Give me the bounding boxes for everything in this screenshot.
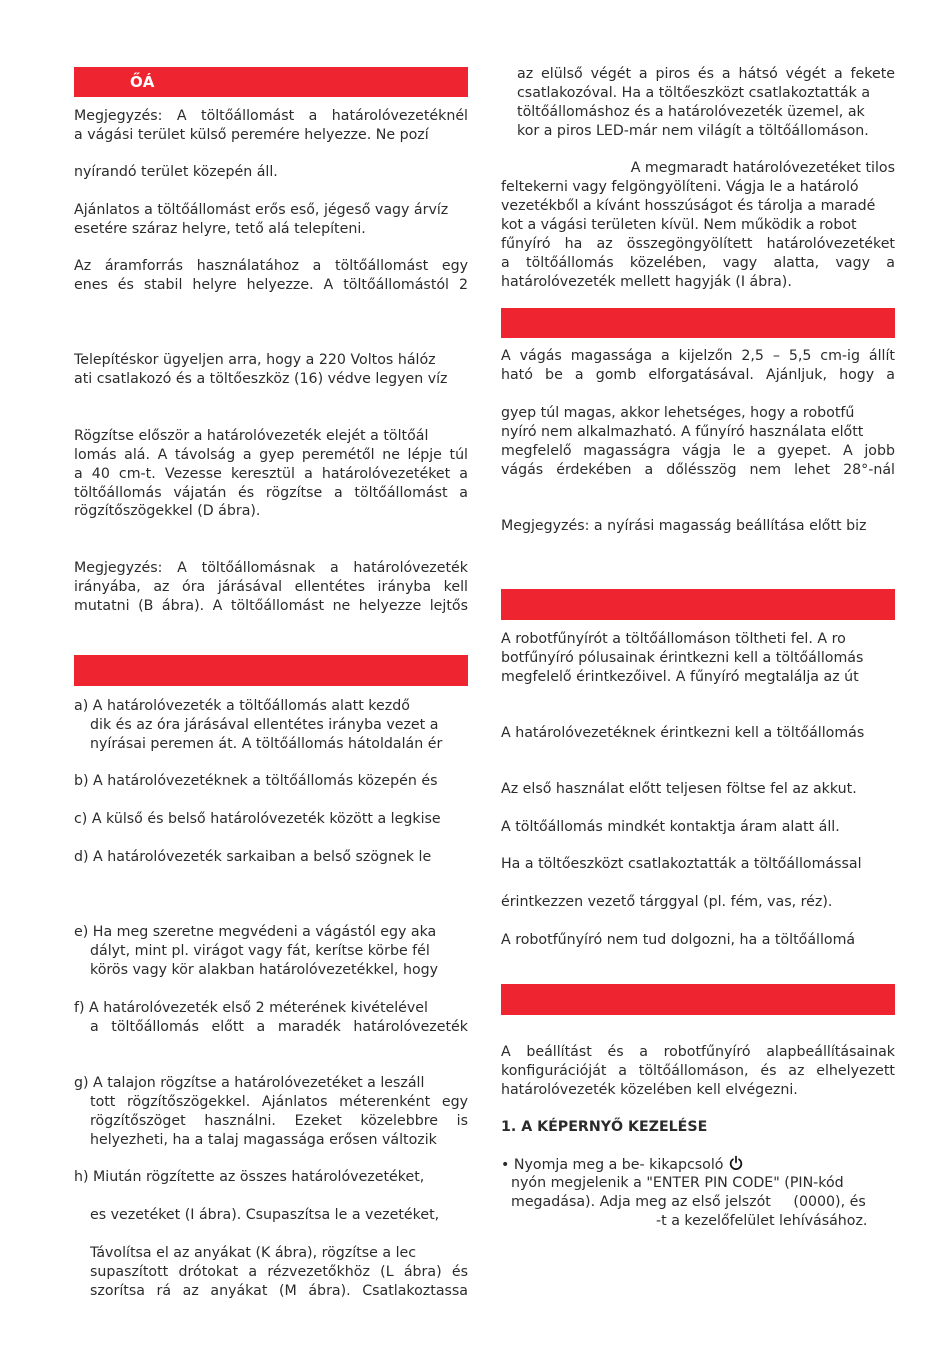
paragraph-line: A robotfűnyíró nem tud dolgozni, ha a töltőállomá (501, 932, 856, 948)
paragraph-line: mutatni (B ábra). A töltőállomást ne helyezze lejtős (74, 598, 468, 614)
paragraph-line: enes és stabil helyre helyezze. A töltőállomástól 2 (74, 277, 468, 293)
paragraph-line: vágás érdekében a dőlésszög nem lehet 28°-nál (501, 462, 895, 478)
bullet-item (501, 1155, 895, 1174)
paragraph-line: botfűnyíró pólusainak érintkezni kell a töltőállomás (501, 650, 864, 666)
list-item: a) A határolóvezeték a töltőállomás alatt kezdő (74, 698, 410, 714)
bullet-item-line: -t a kezelőfelület lehívásához. (656, 1213, 868, 1229)
paragraph-line: nyíró nem alkalmazható. A fűnyíró használata előtt (501, 424, 864, 440)
paragraph-line: Az első használat előtt teljesen föltse fel az akkut. (501, 781, 857, 797)
bullet-text: • Nyomja meg a be- kikapcsoló (501, 1157, 724, 1173)
section-header-bar (501, 984, 895, 1015)
paragraph-line: irányába, az óra járásával ellentétes irányba kell (74, 579, 468, 595)
section-header-title: ŐÁ (130, 73, 155, 91)
list-item: g) A talajon rögzítse a határolóvezetéket a leszáll (74, 1075, 425, 1091)
paragraph-line: A vágás magassága a kijelzőn 2,5 – 5,5 cm-ig állít (501, 348, 895, 364)
paragraph-line: megfelelő érintkezőivel. A fűnyíró megtalálja az út (501, 669, 859, 685)
section-heading: 1. A KÉPERNYŐ KEZELÉSE (501, 1119, 708, 1135)
list-item-line: supaszított drótokat a rézvezetőkhöz (L ábra) és (90, 1264, 468, 1280)
section-header-bar (74, 655, 468, 686)
paragraph-line: a töltőállomás közelében, vagy alatta, vagy a (501, 255, 895, 271)
section-header-bar (501, 589, 895, 620)
paragraph-line: A határolóvezetéknek érintkezni kell a töltőállomás (501, 725, 865, 741)
paragraph-line: ati csatlakozó és a töltőeszköz (16) védve legyen víz (74, 371, 448, 387)
list-item-line: szorítsa rá az anyákat (M ábra). Csatlakoztassa (90, 1283, 468, 1299)
paragraph-line: kor a piros LED-már nem világít a töltőállomáson. (517, 123, 869, 139)
paragraph-line: feltekerni vagy felgöngyölíteni. Vágja le a határoló (501, 179, 859, 195)
section-header-bar (74, 67, 468, 97)
list-item-line: Távolítsa el az anyákat (K ábra), rögzítse a lec (90, 1245, 417, 1261)
power-icon (728, 1155, 744, 1171)
bullet-item-line: megadása). Adja meg az első jelszót (0000), és (511, 1194, 866, 1210)
list-item-line: es vezetéket (I ábra). Csupaszítsa le a vezetéket, (90, 1207, 440, 1223)
list-item: c) A külső és belső határolóvezeték között a legkise (74, 811, 441, 827)
paragraph-line: Ha a töltőeszközt csatlakoztatták a töltőállomással (501, 856, 862, 872)
paragraph-line: Ajánlatos a töltőállomást erős eső, jégeső vagy árvíz (74, 202, 449, 218)
list-item-line: tott rögzítőszögekkel. Ajánlatos méterenként egy (90, 1094, 468, 1110)
paragraph-line: Megjegyzés: A töltőállomásnak a határolóvezeték (74, 560, 468, 576)
paragraph-line: a 40 cm-t. Vezesse keresztül a határolóvezetéket a (74, 466, 468, 482)
paragraph-line: a vágási terület külső peremére helyezze. Ne pozí (74, 127, 429, 143)
paragraph-line: A beállítást és a robotfűnyíró alapbeállításainak (501, 1044, 895, 1060)
paragraph-line: konfigurációját a töltőállomáson, és az elhelyezett (501, 1063, 895, 1079)
bullet-item-line: nyón megjelenik a "ENTER PIN CODE" (PIN-kód (511, 1175, 844, 1191)
paragraph-line: megfelelő magasságra vágja le a gyepet. A jobb (501, 443, 895, 459)
paragraph-line: gyep túl magas, akkor lehetséges, hogy a robotfű (501, 405, 855, 421)
paragraph-line: töltőállomáshoz és a határolóvezeték üzemel, ak (517, 104, 865, 120)
list-item-line: dik és az óra járásával ellentétes irányba vezet a (90, 717, 439, 733)
section-header-bar (501, 308, 895, 338)
list-item: h) Miután rögzítette az összes határolóvezetéket, (74, 1169, 425, 1185)
list-item-line: a töltőállomás előtt a maradék határolóvezeték (90, 1019, 468, 1035)
list-item-line: nyírásai peremen át. A töltőállomás hátoldalán ér (90, 736, 443, 752)
paragraph-line: nyírandó terület közepén áll. (74, 164, 278, 180)
list-item: f) A határolóvezeték első 2 méterének kivételével (74, 1000, 428, 1016)
paragraph-line: határolóvezeték mellett hagyják (I ábra). (501, 274, 792, 290)
paragraph-line: A megmaradt határolóvezetéket tilos (630, 160, 895, 176)
paragraph-line: vezetékből a kívánt hosszúságot és tárolja a maradé (501, 198, 876, 214)
paragraph-line: kot a vágási területen kívül. Nem működik a robot (501, 217, 857, 233)
paragraph-line: Telepítéskor ügyeljen arra, hogy a 220 Voltos hálóz (74, 352, 436, 368)
list-item-line: helyezheti, ha a talaj magassága erősen változik (90, 1132, 437, 1148)
paragraph-line: lomás alá. A távolság a gyep peremétől ne lépje túl (74, 447, 468, 463)
paragraph-line: Megjegyzés: a nyírási magasság beállítása előtt biz (501, 518, 867, 534)
paragraph-line: A robotfűnyírót a töltőállomáson töltheti fel. A ro (501, 631, 846, 647)
paragraph-line: az elülső végét a piros és a hátsó végét a fekete (517, 66, 895, 82)
paragraph-line: fűnyíró ha az összegöngyölített határolóvezetéket (501, 236, 895, 252)
paragraph-line: érintkezzen vezető tárggyal (pl. fém, vas, réz). (501, 894, 833, 910)
paragraph-line: rögzítőszögekkel (D ábra). (74, 503, 261, 519)
paragraph-line: töltőállomás vájatán és rögzítse a töltőállomást a (74, 485, 468, 501)
list-item-line: dályt, mint pl. virágot vagy fát, kerítse körbe fél (90, 943, 430, 959)
paragraph-line: határolóvezeték közelében kell elvégezni. (501, 1082, 798, 1098)
paragraph-line: A töltőállomás mindkét kontaktja áram alatt áll. (501, 819, 840, 835)
list-item-line: körös vagy kör alakban határolóvezetékkel, hogy (90, 962, 439, 978)
paragraph-line: Rögzítse először a határolóvezeték elejét a töltőál (74, 428, 429, 444)
paragraph-line: csatlakozóval. Ha a töltőeszközt csatlakoztatták a (517, 85, 871, 101)
list-item: d) A határolóvezeték sarkaiban a belső szögnek le (74, 849, 432, 865)
list-item-line: rögzítőszöget használni. Ezeket közelebbre is (90, 1113, 468, 1129)
paragraph-line: Az áramforrás használatához a töltőállomást egy (74, 258, 468, 274)
list-item: e) Ha meg szeretne megvédeni a vágástól egy aka (74, 924, 437, 940)
paragraph-line: Megjegyzés: A töltőállomást a határolóvezetéknél (74, 108, 468, 124)
list-item: b) A határolóvezetéknek a töltőállomás közepén és (74, 773, 438, 789)
paragraph-line: ható be a gomb elforgatásával. Ajánljuk, hogy a (501, 367, 895, 383)
paragraph-line: esetére száraz helyre, tető alá telepíteni. (74, 221, 366, 237)
